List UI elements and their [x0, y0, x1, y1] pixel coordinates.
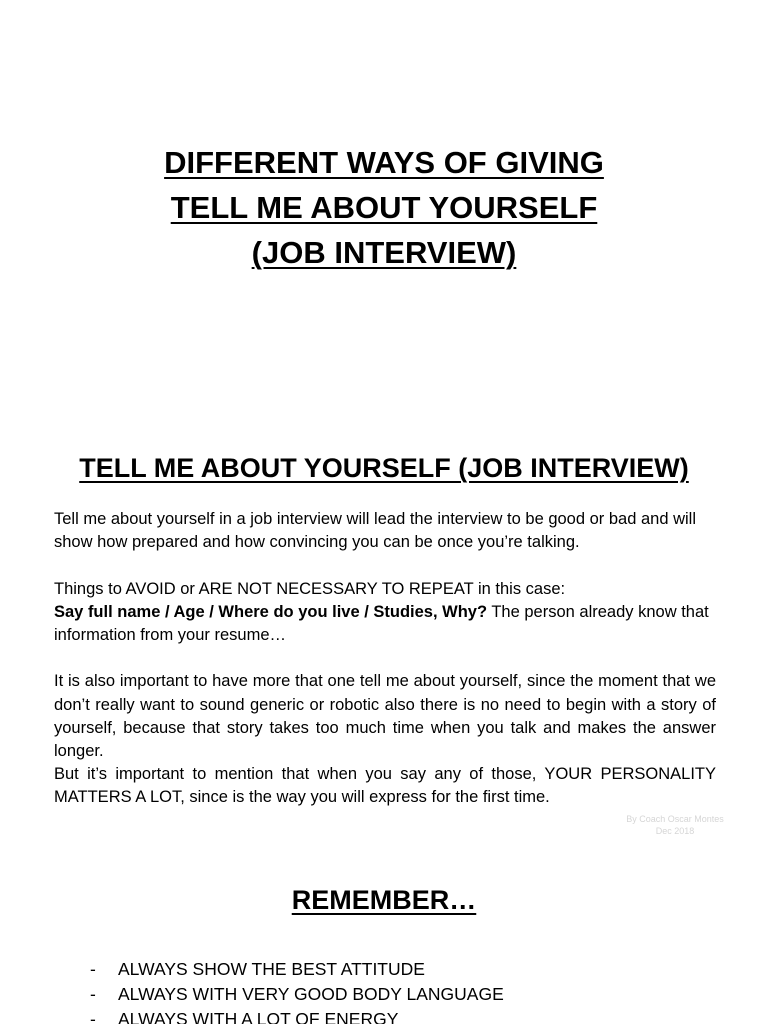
section-title: TELL ME ABOUT YOURSELF (JOB INTERVIEW) [79, 453, 689, 483]
main-title-line-3: (JOB INTERVIEW) [251, 235, 517, 270]
paragraph-gap [54, 554, 716, 577]
list-item [90, 957, 504, 982]
main-title [0, 140, 768, 275]
personality-paragraph: But it’s important to mention that when you say any of those, YOUR PERSONALITY MATTERS A LOT, since is the way you will express for the first time. [54, 765, 716, 807]
avoid-intro: Things to AVOID or ARE NOT NECESSARY TO REPEAT in this case: [54, 579, 566, 598]
remember-list [90, 957, 504, 1024]
intro-paragraph: Tell me about yourself in a job interview will lead the interview to be good or bad and will show how prepared and how convincing you can be once you’re talking. [54, 510, 697, 552]
watermark-date: Dec 2018 [655, 826, 695, 836]
main-title-line-2: TELL ME ABOUT YOURSELF [170, 190, 598, 225]
watermark-author: By Coach Oscar Montes [626, 814, 724, 824]
paragraph-gap [54, 647, 716, 670]
list-item-text: ALWAYS SHOW THE BEST ATTITUDE [118, 959, 425, 979]
avoid-paragraph [54, 601, 716, 647]
list-item [90, 982, 504, 1007]
avoid-list-bold: Say full name / Age / Where do you live / Studies, Why? [54, 602, 488, 621]
remember-title: REMEMBER… [291, 885, 477, 915]
author-watermark [600, 813, 750, 837]
avoid-list-rest: The person already know that information from your resume… [54, 602, 709, 644]
list-dash: - [90, 984, 96, 1004]
list-item-text: ALWAYS WITH VERY GOOD BODY LANGUAGE [118, 984, 504, 1004]
importance-paragraph: It is also important to have more that one tell me about yourself, since the moment that we don’t really want to sound generic or robotic also there is no need to begin with a story of yourself, because that story takes too much time when you talk and makes the answer longer. [54, 672, 716, 760]
list-dash: - [90, 959, 96, 979]
list-dash: - [90, 1009, 96, 1024]
list-item-text: ALWAYS WITH A LOT OF ENERGY [118, 1009, 399, 1024]
body-text [54, 508, 716, 810]
list-item [90, 1007, 504, 1024]
main-title-line-1: DIFFERENT WAYS OF GIVING [164, 145, 604, 180]
